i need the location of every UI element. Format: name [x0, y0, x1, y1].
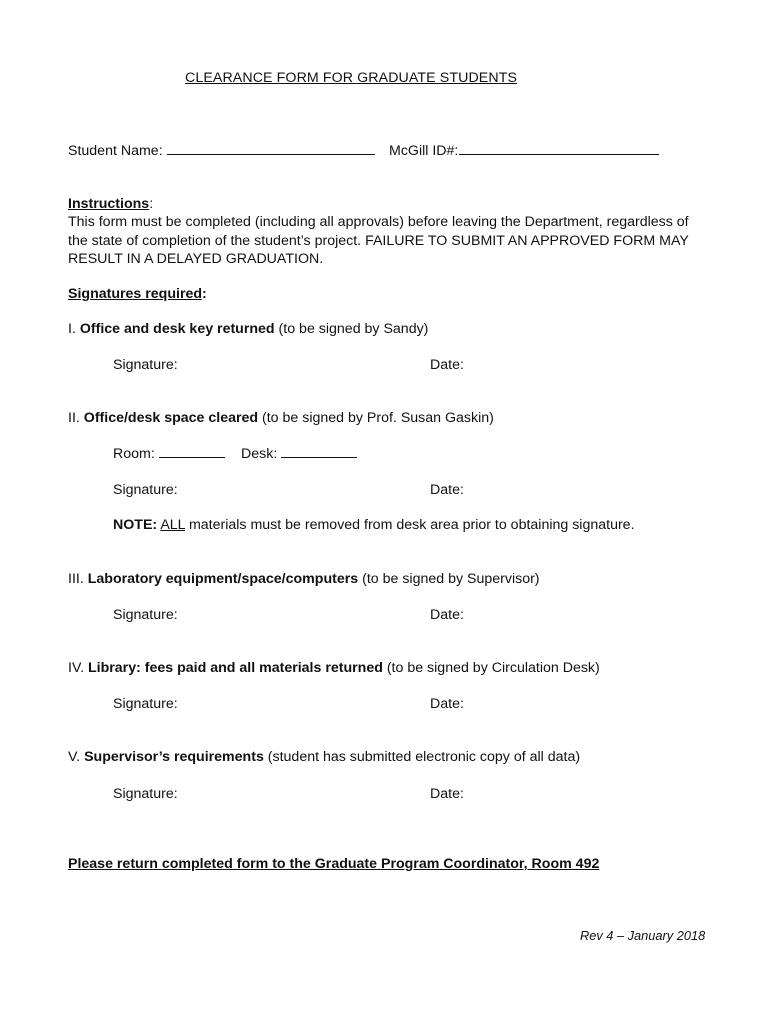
revision-label: Rev 4 – January 2018	[580, 928, 706, 943]
section-4-heading	[68, 660, 600, 676]
section-5-title: Supervisor’s requirements	[84, 749, 264, 765]
note-all: ALL	[160, 517, 186, 533]
room-blank[interactable]	[159, 456, 225, 458]
desk-label: Desk:	[241, 446, 278, 462]
student-name-label: Student Name:	[68, 143, 163, 159]
section-1-title: Office and desk key returned	[79, 321, 275, 337]
student-name-field[interactable]	[68, 143, 375, 159]
mcgill-id-field[interactable]	[389, 143, 659, 159]
mcgill-id-blank[interactable]	[459, 153, 659, 155]
mcgill-id-label: McGill ID#:	[389, 143, 459, 159]
return-instruction: Please return completed form to the Graduate Program Coordinator, Room 492	[68, 856, 600, 872]
section-4-date-label[interactable]: Date:	[430, 696, 464, 712]
section-4-title: Library: fees paid and all materials returned	[88, 660, 383, 676]
section-3-date-label[interactable]: Date:	[430, 607, 464, 623]
instructions-heading-text: Instructions	[68, 196, 150, 212]
section-4-signer: (to be signed by Circulation Desk)	[382, 660, 600, 676]
section-4-signature-label[interactable]: Signature:	[113, 696, 178, 712]
desk-blank[interactable]	[281, 456, 357, 458]
section-3-heading	[68, 571, 540, 587]
section-1-heading	[68, 321, 428, 337]
section-2-signer: (to be signed by Prof. Susan Gaskin)	[258, 410, 494, 426]
section-1-numeral: I.	[68, 321, 76, 337]
section-5-date-label[interactable]: Date:	[430, 786, 464, 802]
section-1-signer: (to be signed by Sandy)	[274, 321, 429, 337]
instructions-colon: :	[149, 196, 154, 212]
section-4-numeral: IV.	[68, 660, 85, 676]
room-field[interactable]	[113, 446, 225, 462]
desk-field[interactable]	[241, 446, 357, 462]
section-1-date-label[interactable]: Date:	[430, 357, 464, 373]
section-2-date-label[interactable]: Date:	[430, 482, 464, 498]
section-3-signature-label[interactable]: Signature:	[113, 607, 178, 623]
signatures-required-heading	[68, 286, 207, 302]
form-title: CLEARANCE FORM FOR GRADUATE STUDENTS	[185, 70, 518, 86]
section-3-numeral: III.	[68, 571, 84, 587]
section-2-signature-label[interactable]: Signature:	[113, 482, 178, 498]
section-5-signer: (student has submitted electronic copy of all data)	[263, 749, 581, 765]
section-3-title: Laboratory equipment/space/computers	[87, 571, 359, 587]
section-5-signature-label[interactable]: Signature:	[113, 786, 178, 802]
instructions-heading	[68, 196, 153, 212]
student-name-blank[interactable]	[167, 153, 375, 155]
section-2-heading	[68, 410, 494, 426]
signatures-required-text: Signatures required	[68, 286, 203, 302]
section-2-numeral: II.	[68, 410, 80, 426]
note-label: NOTE:	[113, 517, 158, 533]
section-5-heading	[68, 749, 580, 765]
instructions-text: This form must be completed (including all approvals) before leaving the Department, regardless of the state of completion of the student’s project. FAILURE TO SUBMIT AN APPROVED FORM MAY RESULT IN A DELAYED GRADUATION.	[68, 214, 689, 267]
note-text: materials must be removed from desk area prior to obtaining signature.	[185, 517, 635, 533]
section-2-title: Office/desk space cleared	[83, 410, 259, 426]
note	[113, 517, 635, 533]
section-1-signature-label[interactable]: Signature:	[113, 357, 178, 373]
section-5-numeral: V.	[68, 749, 81, 765]
signatures-required-colon: :	[202, 286, 207, 302]
section-3-signer: (to be signed by Supervisor)	[358, 571, 540, 587]
room-label: Room:	[113, 446, 155, 462]
